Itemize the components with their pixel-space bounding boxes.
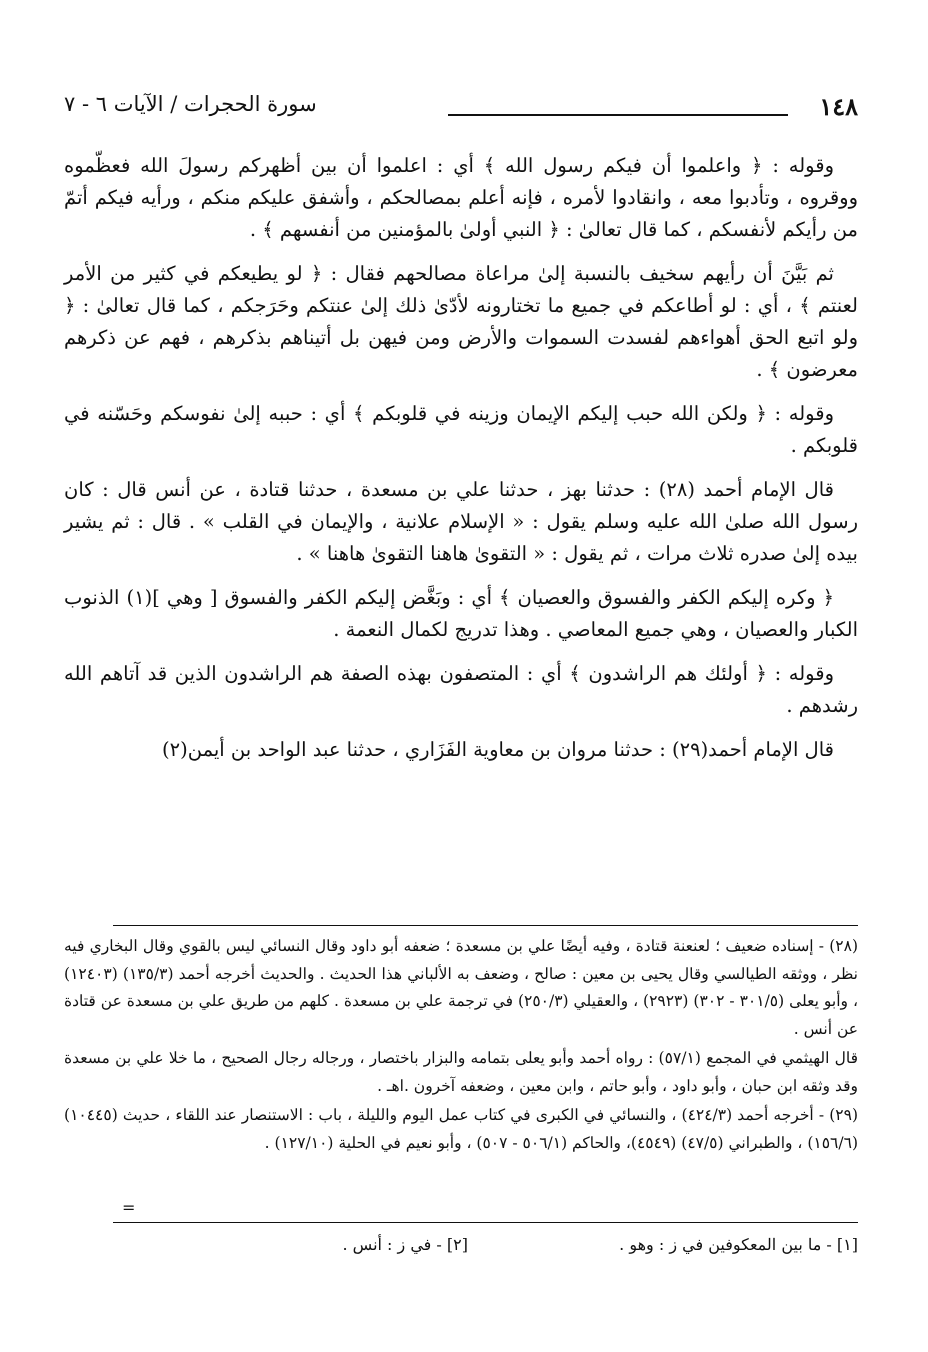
main-text bbox=[64, 150, 858, 778]
page-header bbox=[64, 92, 858, 128]
text-notes-separator bbox=[113, 1222, 858, 1223]
running-title: سورة الحجرات / الآيات ٦ - ٧ bbox=[64, 92, 317, 116]
page-number: ١٤٨ bbox=[819, 92, 858, 121]
footnotes bbox=[64, 933, 858, 1159]
footnote: (٢٨) - إسناده ضعيف ؛ لعنعنة قتادة ، وفيه أيضًا علي بن مسعدة ؛ ضعفه أبو داود وقال النسائي ليس بالقوي وقال البخاري فيه نظر ، ووثقه الطيالسي وقال يحيى بن معين : صالح ، وضعف به الألباني هذا الحديث . والحديث أخرجه أحمد (١٣٥/٣) (١٢٤٠٣) ، وأبو يعلى (٣٠١/٥ - ٣٠٢) (٢٩٢٣) ، والعقيلي (٢٥٠/٣) في ترجمة علي بن مسعدة . كلهم من طريق علي بن مسعدة عن قتادة عن أنس . bbox=[64, 937, 858, 1038]
paragraph: قال الإمام أحمد (٢٨) : حدثنا بهز ، حدثنا علي بن مسعدة ، حدثنا قتادة ، عن أنس قال : كان رسول الله صلىٰ الله عليه وسلم يقول : « الإسلام علانية ، والإيمان في القلب » . قال : ثم يشير بيده إلىٰ صدره ثلاث مرات ، ثم يقول : « التقوىٰ هاهنا التقوىٰ هاهنا » . bbox=[64, 478, 858, 565]
footnote: قال الهيثمي في المجمع (٥٧/١) : رواه أحمد وأبو يعلى بتمامه والبزار باختصار ، ورجاله رجال الصحيح ، ما خلا علي بن مسعدة وقد وثقه ابن حبان ، وأبو داود ، وأبو حاتم ، وابن معين ، وضعفه آخرون .اهـ . bbox=[64, 1049, 859, 1095]
text-note: [١] - ما بين المعكوفين في ز : وهو . bbox=[619, 1235, 858, 1254]
paragraph: ثم بَيَّنَ أن رأيهم سخيف بالنسبة إلىٰ مراعاة مصالحهم فقال : ﴿ لو يطيعكم في كثير من الأمر لعنتم ﴾ ، أي : لو أطاعكم في جميع ما تختارونه لأدّىٰ ذلك إلىٰ عنتكم وحَرَجكم ، كما قال تعالىٰ : ﴿ ولو اتبع الحق أهواءهم لفسدت السموات والأرض ومن فيهن بل أتيناهم بذكرهم ، فهم عن ذكرهم معرضون ﴾ . bbox=[64, 262, 858, 381]
text-note: [٢] - في ز : أنس . bbox=[342, 1235, 468, 1254]
paragraph: ﴿ وكره إليكم الكفر والفسوق والعصيان ﴾ أي : وبَغَّض إليكم الكفر والفسوق [ وهي ](١) الذنوب الكبار والعصيان ، وهي جميع المعاصي . وهذا تدريج لكمال النعمة . bbox=[64, 586, 858, 641]
footnote-separator bbox=[113, 925, 858, 926]
paragraph: قال الإمام أحمد(٢٩) : حدثنا مروان بن معاوية الفَزَاري ، حدثنا عبد الواحد بن أيمن(٢) bbox=[162, 738, 834, 761]
continuation-mark: = bbox=[122, 1198, 136, 1217]
footnote: (٢٩) - أخرجه أحمد (٤٢٤/٣) ، والنسائي في الكبرى في كتاب عمل اليوم والليلة ، باب : الاستنصار عند اللقاء ، حديث (١٠٤٤٥) (١٥٦/٦) ، والطبراني (٤٧/٥) (٤٥٤٩)، والحاكم (٥٠٦/١ - ٥٠٧) ، وأبو نعيم في الحلية (١٢٧/١٠) . bbox=[64, 1106, 859, 1152]
paragraph: وقوله : ﴿ أولئك هم الراشدون ﴾ أي : المتصفون بهذه الصفة هم الراشدون الذين قد آتاهم الله رشدهم . bbox=[64, 662, 858, 717]
text-notes bbox=[64, 1232, 858, 1258]
header-rule bbox=[448, 114, 788, 116]
paragraph: وقوله : ﴿ ولكن الله حبب إليكم الإيمان وزينه في قلوبكم ﴾ أي : حببه إلىٰ نفوسكم وحَسّنه في قلوبكم . bbox=[64, 402, 858, 457]
paragraph: وقوله : ﴿ واعلموا أن فيكم رسول الله ﴾ أي : اعلموا أن بين أظهركم رسولَ الله فعظّموه ووقروه ، وتأدبوا معه ، وانقادوا لأمره ، فإنه أعلم بمصالحكم ، وأشفق عليكم منكم ، ورأيه فيكم أتمّ من رأيكم لأنفسكم ، كما قال تعالىٰ : ﴿ النبي أولىٰ بالمؤمنين من أنفسهم ﴾ . bbox=[64, 154, 858, 241]
